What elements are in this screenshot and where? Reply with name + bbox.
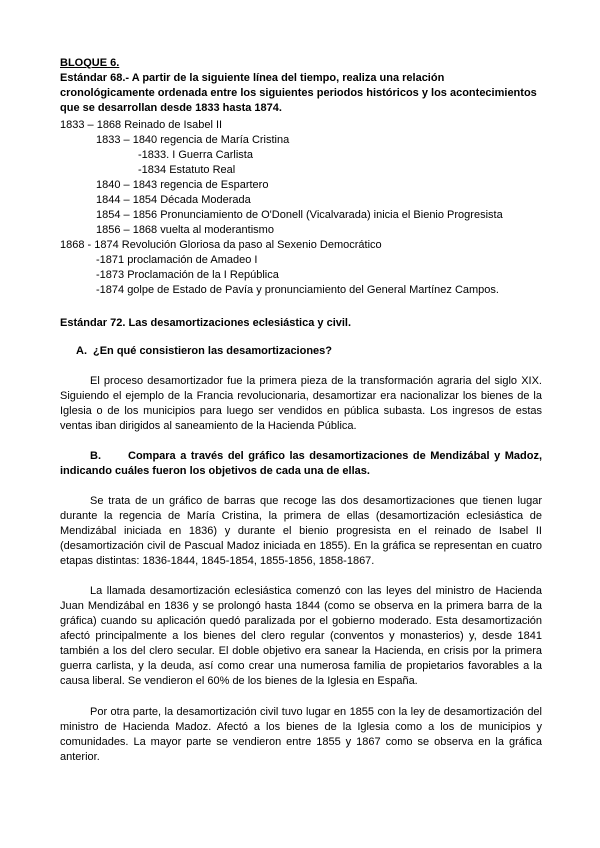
answer-b-text-1: Se trata de un gráfico de barras que recoge las dos desamortizaciones que tienen lugar durante la regencia de María Cristina, la primera de ellas (desamortización eclesiástica de Mendizábal iniciada en 1836) y durante el bienio progresista en el reinado de Isabel II (desamortización civil de Pascual Madoz iniciada en 1855). En la gráfica se representan en cuatro etapas distintas: 1836-1844, 1845-1854, 1855-1856, 1858-1867. xyxy=(60,495,542,567)
timeline-item: -1833. I Guerra Carlista xyxy=(138,149,253,161)
block-title: BLOQUE 6. xyxy=(60,57,120,69)
question-b-letter: B. xyxy=(90,450,101,462)
timeline-item: 1833 – 1868 Reinado de Isabel II xyxy=(60,119,223,131)
timeline-item: 1844 – 1854 Década Moderada xyxy=(96,194,251,206)
standard68-line-3: que se desarrollan desde 1833 hasta 1874. xyxy=(60,102,282,114)
standard68-line-1: Estándar 68.- A partir de la siguiente línea del tiempo, realiza una relación xyxy=(60,72,445,84)
answer-b-text-2: La llamada desamortización eclesiástica comenzó con las leyes del ministro de Hacienda Juan Mendizábal en 1836 y se prolongó hasta 1844 (como se observa en la primera barra de la gráfica) cuando su aplicación quedó paralizada por el gobierno moderado. Esta desamortización afectó principalmente a los bienes del clero regular (conventos y monasterios) y, desde 1841 también a los del clero secular. El doble objetivo era sanear la Hacienda, en crisis por la primera guerra carlista, y la deuda, así como crear una numerosa familia de propietarios favorables a la causa liberal. Se vendieron el 60% de los bienes de la Iglesia en España. xyxy=(60,585,542,687)
question-a-text: ¿En qué consistieron las desamortizaciones? xyxy=(93,345,333,357)
question-a-letter: A. xyxy=(76,345,87,357)
answer-b-paragraph-1 xyxy=(60,494,542,569)
answer-b-text-3: Por otra parte, la desamortización civil tuvo lugar en 1855 con la ley de desamortización del ministro de Hacienda Madoz. Afectó a los bienes de la Iglesia como a los de municipios y comunidades. La mayor parte se vendieron entre 1855 y 1867 como se observa en la gráfica anterior. xyxy=(60,706,542,763)
timeline-item: 1854 – 1856 Pronunciamiento de O'Donell (Vicalvarada) inicia el Bienio Progresista xyxy=(96,209,503,221)
timeline-item: 1840 – 1843 regencia de Espartero xyxy=(96,179,269,191)
answer-a-text: El proceso desamortizador fue la primera pieza de la transformación agraria del siglo XIX. Siguiendo el ejemplo de la Francia revolucionaria, desamortizar era nacionalizar los bienes de la Iglesia o de los municipios para luego ser vendidos en pública subasta. Los ingresos de estas ventas iban dirigidos al saneamiento de la Hacienda Pública. xyxy=(60,375,542,432)
timeline-item: -1834 Estatuto Real xyxy=(138,164,236,176)
timeline-item: 1833 – 1840 regencia de María Cristina xyxy=(96,134,290,146)
timeline-item: -1871 proclamación de Amadeo I xyxy=(96,254,258,266)
timeline-item: -1874 golpe de Estado de Pavía y pronunciamiento del General Martínez Campos. xyxy=(96,284,499,296)
answer-a-paragraph xyxy=(60,374,542,434)
question-b-line-2: indicando cuáles fueron los objetivos de cada una de ellas. xyxy=(60,465,370,477)
answer-b-paragraph-2 xyxy=(60,584,542,689)
question-b-line-1: Compara a través del gráfico las desamortizaciones de Mendizábal y Madoz, xyxy=(128,450,542,462)
standard68-line-2: cronológicamente ordenada entre los siguientes periodos históricos y los acontecimientos xyxy=(60,87,537,99)
answer-b-paragraph-3 xyxy=(60,705,542,765)
timeline-item: 1868 - 1874 Revolución Gloriosa da paso al Sexenio Democrático xyxy=(60,239,382,251)
standard72-title: Estándar 72. Las desamortizaciones eclesiástica y civil. xyxy=(60,317,352,329)
timeline-item: 1856 – 1868 vuelta al moderantismo xyxy=(96,224,274,236)
timeline-item: -1873 Proclamación de la I República xyxy=(96,269,279,281)
